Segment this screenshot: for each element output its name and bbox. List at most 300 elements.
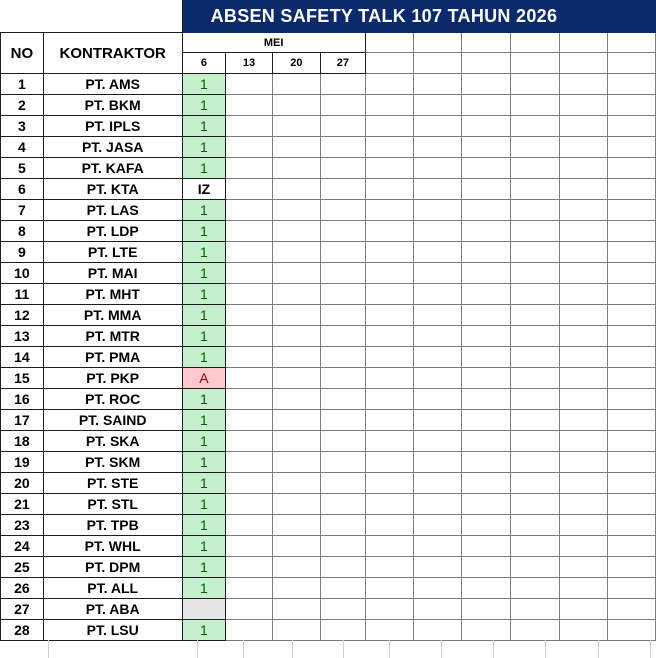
empty-cell[interactable] [272, 473, 320, 494]
empty-cell[interactable] [272, 326, 320, 347]
empty-cell[interactable] [560, 515, 608, 536]
empty-cell[interactable] [608, 179, 656, 200]
empty-cell[interactable] [560, 452, 608, 473]
attendance-mark-date-1[interactable]: 1 [182, 347, 226, 368]
empty-cell[interactable] [608, 263, 656, 284]
attendance-mark-date-1[interactable]: 1 [182, 410, 226, 431]
empty-cell[interactable] [226, 389, 272, 410]
empty-cell[interactable] [462, 200, 510, 221]
contractor-name[interactable]: PT. KTA [43, 179, 182, 200]
empty-cell[interactable] [321, 368, 366, 389]
empty-cell[interactable] [414, 116, 462, 137]
row-number[interactable]: 25 [1, 557, 44, 578]
row-number[interactable]: 11 [1, 284, 44, 305]
empty-cell[interactable] [272, 410, 320, 431]
attendance-mark-date-1[interactable]: 1 [182, 473, 226, 494]
empty-cell[interactable] [560, 326, 608, 347]
header-date-3[interactable]: 20 [272, 53, 320, 74]
empty-cell[interactable] [608, 158, 656, 179]
row-number[interactable]: 3 [1, 116, 44, 137]
empty-cell[interactable] [272, 221, 320, 242]
empty-cell[interactable] [510, 620, 559, 641]
empty-cell[interactable] [510, 515, 559, 536]
empty-cell[interactable] [510, 410, 559, 431]
contractor-name[interactable]: PT. SKM [43, 452, 182, 473]
row-number[interactable]: 20 [1, 473, 44, 494]
empty-cell[interactable] [365, 410, 413, 431]
empty-cell[interactable] [560, 221, 608, 242]
contractor-name[interactable]: PT. ROC [43, 389, 182, 410]
attendance-mark-date-1[interactable]: 1 [182, 452, 226, 473]
empty-cell[interactable] [226, 368, 272, 389]
contractor-name[interactable]: PT. LTE [43, 242, 182, 263]
empty-cell[interactable] [462, 620, 510, 641]
empty-cell[interactable] [510, 494, 559, 515]
empty-cell[interactable] [272, 620, 320, 641]
empty-cell[interactable] [226, 473, 272, 494]
empty-cell[interactable] [608, 137, 656, 158]
attendance-mark-date-1[interactable]: A [182, 368, 226, 389]
empty-cell[interactable] [462, 179, 510, 200]
row-number[interactable]: 26 [1, 578, 44, 599]
row-number[interactable]: 10 [1, 263, 44, 284]
empty-cell[interactable] [608, 33, 656, 53]
contractor-name[interactable]: PT. SAIND [43, 410, 182, 431]
sheet-title[interactable]: ABSEN SAFETY TALK 107 TAHUN 2026 [182, 1, 655, 33]
empty-cell[interactable] [560, 95, 608, 116]
empty-cell[interactable] [560, 431, 608, 452]
attendance-mark-date-1[interactable]: 1 [182, 263, 226, 284]
contractor-name[interactable]: PT. LAS [43, 200, 182, 221]
empty-cell[interactable] [272, 347, 320, 368]
row-number[interactable]: 7 [1, 200, 44, 221]
empty-cell[interactable] [560, 368, 608, 389]
empty-cell[interactable] [560, 53, 608, 74]
contractor-name[interactable]: PT. SKA [43, 431, 182, 452]
empty-cell[interactable] [321, 200, 366, 221]
empty-cell[interactable] [414, 33, 462, 53]
empty-cell[interactable] [510, 557, 559, 578]
attendance-mark-date-1[interactable]: 1 [182, 95, 226, 116]
empty-cell[interactable] [272, 74, 320, 95]
empty-cell[interactable] [272, 494, 320, 515]
empty-cell[interactable] [272, 305, 320, 326]
empty-cell[interactable] [510, 284, 559, 305]
empty-cell[interactable] [510, 200, 559, 221]
empty-cell[interactable] [462, 536, 510, 557]
empty-cell[interactable] [365, 158, 413, 179]
contractor-name[interactable]: PT. MAI [43, 263, 182, 284]
empty-cell[interactable] [414, 242, 462, 263]
contractor-name[interactable]: PT. MHT [43, 284, 182, 305]
contractor-name[interactable]: PT. KAFA [43, 158, 182, 179]
empty-cell[interactable] [414, 158, 462, 179]
attendance-mark-date-1[interactable]: 1 [182, 242, 226, 263]
empty-cell[interactable] [560, 74, 608, 95]
empty-cell[interactable] [510, 95, 559, 116]
empty-cell[interactable] [414, 368, 462, 389]
contractor-name[interactable]: PT. JASA [43, 137, 182, 158]
contractor-name[interactable]: PT. PMA [43, 347, 182, 368]
empty-cell[interactable] [272, 368, 320, 389]
empty-cell[interactable] [608, 242, 656, 263]
row-number[interactable]: 28 [1, 620, 44, 641]
row-number[interactable]: 14 [1, 347, 44, 368]
empty-cell[interactable] [226, 410, 272, 431]
empty-cell[interactable] [608, 95, 656, 116]
empty-cell[interactable] [608, 284, 656, 305]
empty-cell[interactable] [560, 599, 608, 620]
empty-cell[interactable] [365, 620, 413, 641]
empty-cell[interactable] [608, 116, 656, 137]
attendance-mark-date-1[interactable]: 1 [182, 494, 226, 515]
empty-cell[interactable] [462, 158, 510, 179]
empty-cell[interactable] [226, 95, 272, 116]
empty-cell[interactable] [608, 53, 656, 74]
row-number[interactable]: 12 [1, 305, 44, 326]
attendance-mark-date-1[interactable]: 1 [182, 305, 226, 326]
empty-cell[interactable] [560, 242, 608, 263]
empty-cell[interactable] [321, 494, 366, 515]
empty-cell[interactable] [321, 452, 366, 473]
empty-cell[interactable] [414, 536, 462, 557]
empty-cell[interactable] [365, 347, 413, 368]
row-number[interactable]: 13 [1, 326, 44, 347]
empty-cell[interactable] [321, 116, 366, 137]
attendance-mark-date-1[interactable]: 1 [182, 137, 226, 158]
empty-cell[interactable] [608, 221, 656, 242]
row-number[interactable]: 19 [1, 452, 44, 473]
row-number[interactable]: 18 [1, 431, 44, 452]
empty-cell[interactable] [510, 179, 559, 200]
empty-cell[interactable] [272, 242, 320, 263]
empty-cell[interactable] [321, 389, 366, 410]
empty-cell[interactable] [365, 116, 413, 137]
empty-cell[interactable] [462, 368, 510, 389]
empty-cell[interactable] [608, 410, 656, 431]
empty-cell[interactable] [272, 116, 320, 137]
empty-cell[interactable] [365, 74, 413, 95]
contractor-name[interactable]: PT. ALL [43, 578, 182, 599]
empty-cell[interactable] [226, 242, 272, 263]
row-number[interactable]: 8 [1, 221, 44, 242]
empty-cell[interactable] [272, 389, 320, 410]
empty-cell[interactable] [510, 242, 559, 263]
empty-cell[interactable] [272, 536, 320, 557]
row-number[interactable]: 2 [1, 95, 44, 116]
empty-cell[interactable] [365, 599, 413, 620]
empty-cell[interactable] [560, 158, 608, 179]
empty-cell[interactable] [226, 557, 272, 578]
empty-cell[interactable] [510, 431, 559, 452]
empty-cell[interactable] [608, 431, 656, 452]
empty-cell[interactable] [226, 494, 272, 515]
empty-cell[interactable] [414, 263, 462, 284]
empty-cell[interactable] [226, 74, 272, 95]
empty-cell[interactable] [414, 389, 462, 410]
empty-cell[interactable] [321, 305, 366, 326]
empty-cell[interactable] [226, 137, 272, 158]
empty-cell[interactable] [462, 557, 510, 578]
empty-cell[interactable] [608, 368, 656, 389]
empty-cell[interactable] [608, 74, 656, 95]
contractor-name[interactable]: PT. MTR [43, 326, 182, 347]
empty-cell[interactable] [365, 494, 413, 515]
empty-cell[interactable] [462, 221, 510, 242]
empty-cell[interactable] [560, 200, 608, 221]
empty-cell[interactable] [560, 557, 608, 578]
empty-cell[interactable] [510, 599, 559, 620]
empty-cell[interactable] [462, 431, 510, 452]
attendance-mark-date-1[interactable]: 1 [182, 620, 226, 641]
header-date-4[interactable]: 27 [321, 53, 366, 74]
attendance-mark-date-1[interactable]: 1 [182, 389, 226, 410]
header-no[interactable]: NO [1, 33, 44, 74]
empty-cell[interactable] [414, 179, 462, 200]
contractor-name[interactable]: PT. BKM [43, 95, 182, 116]
empty-cell[interactable] [462, 263, 510, 284]
empty-cell[interactable] [414, 410, 462, 431]
empty-cell[interactable] [462, 53, 510, 74]
empty-cell[interactable] [560, 389, 608, 410]
empty-cell[interactable] [414, 347, 462, 368]
empty-cell[interactable] [462, 347, 510, 368]
empty-cell[interactable] [226, 326, 272, 347]
contractor-name[interactable]: PT. PKP [43, 368, 182, 389]
empty-cell[interactable] [321, 179, 366, 200]
row-number[interactable]: 23 [1, 515, 44, 536]
row-number[interactable]: 16 [1, 389, 44, 410]
row-number[interactable]: 17 [1, 410, 44, 431]
empty-cell[interactable] [226, 620, 272, 641]
empty-cell[interactable] [272, 95, 320, 116]
empty-cell[interactable] [462, 305, 510, 326]
empty-cell[interactable] [560, 578, 608, 599]
empty-cell[interactable] [414, 599, 462, 620]
empty-cell[interactable] [226, 515, 272, 536]
empty-cell[interactable] [608, 305, 656, 326]
empty-cell[interactable] [414, 452, 462, 473]
empty-cell[interactable] [365, 221, 413, 242]
contractor-name[interactable]: PT. IPLS [43, 116, 182, 137]
empty-cell[interactable] [510, 74, 559, 95]
empty-cell[interactable] [510, 158, 559, 179]
empty-cell[interactable] [560, 116, 608, 137]
empty-cell[interactable] [321, 410, 366, 431]
empty-cell[interactable] [226, 158, 272, 179]
empty-cell[interactable] [510, 452, 559, 473]
row-number[interactable]: 27 [1, 599, 44, 620]
empty-cell[interactable] [510, 116, 559, 137]
empty-cell[interactable] [365, 137, 413, 158]
empty-cell[interactable] [321, 326, 366, 347]
empty-cell[interactable] [608, 557, 656, 578]
header-date-2[interactable]: 13 [226, 53, 272, 74]
attendance-mark-date-1[interactable]: 1 [182, 74, 226, 95]
empty-cell[interactable] [321, 95, 366, 116]
empty-cell[interactable] [462, 74, 510, 95]
empty-cell[interactable] [608, 599, 656, 620]
empty-cell[interactable] [365, 431, 413, 452]
empty-cell[interactable] [414, 620, 462, 641]
empty-cell[interactable] [462, 578, 510, 599]
empty-cell[interactable] [510, 221, 559, 242]
empty-cell[interactable] [272, 179, 320, 200]
empty-cell[interactable] [414, 200, 462, 221]
empty-cell[interactable] [462, 137, 510, 158]
empty-cell[interactable] [510, 389, 559, 410]
row-number[interactable]: 15 [1, 368, 44, 389]
attendance-mark-date-1[interactable]: 1 [182, 578, 226, 599]
empty-cell[interactable] [414, 557, 462, 578]
empty-cell[interactable] [510, 326, 559, 347]
empty-cell[interactable] [560, 305, 608, 326]
empty-cell[interactable] [510, 137, 559, 158]
empty-cell[interactable] [365, 536, 413, 557]
empty-cell[interactable] [462, 515, 510, 536]
empty-cell[interactable] [560, 410, 608, 431]
empty-cell[interactable] [321, 347, 366, 368]
empty-cell[interactable] [365, 242, 413, 263]
empty-cell[interactable] [365, 305, 413, 326]
empty-cell[interactable] [510, 578, 559, 599]
empty-cell[interactable] [414, 221, 462, 242]
contractor-name[interactable]: PT. LDP [43, 221, 182, 242]
attendance-mark-date-1[interactable]: IZ [182, 179, 226, 200]
empty-cell[interactable] [510, 536, 559, 557]
empty-cell[interactable] [462, 494, 510, 515]
empty-cell[interactable] [560, 620, 608, 641]
empty-cell[interactable] [365, 263, 413, 284]
empty-cell[interactable] [365, 473, 413, 494]
header-month[interactable]: MEI [182, 33, 365, 53]
empty-cell[interactable] [462, 452, 510, 473]
empty-cell[interactable] [560, 536, 608, 557]
empty-cell[interactable] [321, 599, 366, 620]
empty-cell[interactable] [608, 515, 656, 536]
empty-cell[interactable] [414, 305, 462, 326]
empty-cell[interactable] [608, 452, 656, 473]
empty-cell[interactable] [365, 284, 413, 305]
empty-cell[interactable] [414, 137, 462, 158]
empty-cell[interactable] [608, 347, 656, 368]
empty-cell[interactable] [560, 33, 608, 53]
empty-cell[interactable] [608, 620, 656, 641]
empty-cell[interactable] [226, 305, 272, 326]
empty-cell[interactable] [321, 137, 366, 158]
empty-cell[interactable] [560, 137, 608, 158]
empty-cell[interactable] [226, 452, 272, 473]
empty-cell[interactable] [272, 599, 320, 620]
empty-cell[interactable] [414, 473, 462, 494]
header-contractor[interactable]: KONTRAKTOR [43, 33, 182, 74]
empty-cell[interactable] [321, 620, 366, 641]
empty-cell[interactable] [560, 473, 608, 494]
empty-cell[interactable] [462, 95, 510, 116]
attendance-mark-date-1[interactable]: 1 [182, 536, 226, 557]
empty-cell[interactable] [560, 179, 608, 200]
empty-cell[interactable] [462, 242, 510, 263]
attendance-mark-date-1[interactable]: 1 [182, 158, 226, 179]
empty-cell[interactable] [321, 557, 366, 578]
contractor-name[interactable]: PT. LSU [43, 620, 182, 641]
attendance-mark-date-1[interactable]: 1 [182, 116, 226, 137]
empty-cell[interactable] [608, 578, 656, 599]
empty-cell[interactable] [321, 263, 366, 284]
attendance-mark-date-1[interactable]: 1 [182, 200, 226, 221]
empty-cell[interactable] [272, 557, 320, 578]
empty-cell[interactable] [226, 116, 272, 137]
empty-cell[interactable] [272, 158, 320, 179]
empty-cell[interactable] [365, 95, 413, 116]
empty-cell[interactable] [414, 53, 462, 74]
empty-cell[interactable] [560, 347, 608, 368]
empty-cell[interactable] [272, 284, 320, 305]
empty-cell[interactable] [321, 221, 366, 242]
attendance-mark-date-1[interactable]: 1 [182, 221, 226, 242]
empty-cell[interactable] [560, 284, 608, 305]
attendance-mark-date-1[interactable] [182, 599, 226, 620]
empty-cell[interactable] [510, 305, 559, 326]
empty-cell[interactable] [365, 389, 413, 410]
empty-cell[interactable] [321, 536, 366, 557]
empty-cell[interactable] [510, 368, 559, 389]
empty-cell[interactable] [414, 431, 462, 452]
empty-cell[interactable] [272, 452, 320, 473]
row-number[interactable]: 21 [1, 494, 44, 515]
empty-cell[interactable] [226, 284, 272, 305]
blank-corner[interactable] [1, 1, 183, 33]
contractor-name[interactable]: PT. MMA [43, 305, 182, 326]
empty-cell[interactable] [510, 263, 559, 284]
contractor-name[interactable]: PT. STL [43, 494, 182, 515]
empty-cell[interactable] [462, 284, 510, 305]
empty-cell[interactable] [414, 284, 462, 305]
empty-cell[interactable] [365, 368, 413, 389]
empty-cell[interactable] [321, 242, 366, 263]
contractor-name[interactable]: PT. DPM [43, 557, 182, 578]
empty-cell[interactable] [365, 557, 413, 578]
empty-cell[interactable] [510, 53, 559, 74]
empty-cell[interactable] [462, 389, 510, 410]
empty-cell[interactable] [414, 74, 462, 95]
empty-cell[interactable] [365, 452, 413, 473]
contractor-name[interactable]: PT. WHL [43, 536, 182, 557]
empty-cell[interactable] [414, 326, 462, 347]
header-date-1[interactable]: 6 [182, 53, 226, 74]
empty-cell[interactable] [226, 599, 272, 620]
attendance-mark-date-1[interactable]: 1 [182, 326, 226, 347]
contractor-name[interactable]: PT. STE [43, 473, 182, 494]
empty-cell[interactable] [365, 326, 413, 347]
row-number[interactable]: 1 [1, 74, 44, 95]
empty-cell[interactable] [462, 326, 510, 347]
empty-cell[interactable] [226, 347, 272, 368]
empty-cell[interactable] [608, 200, 656, 221]
empty-cell[interactable] [226, 431, 272, 452]
empty-cell[interactable] [365, 200, 413, 221]
empty-cell[interactable] [321, 473, 366, 494]
empty-cell[interactable] [414, 95, 462, 116]
empty-cell[interactable] [272, 515, 320, 536]
empty-cell[interactable] [321, 515, 366, 536]
empty-cell[interactable] [226, 578, 272, 599]
empty-cell[interactable] [226, 179, 272, 200]
contractor-name[interactable]: PT. AMS [43, 74, 182, 95]
empty-cell[interactable] [608, 494, 656, 515]
empty-cell[interactable] [365, 179, 413, 200]
empty-cell[interactable] [462, 473, 510, 494]
